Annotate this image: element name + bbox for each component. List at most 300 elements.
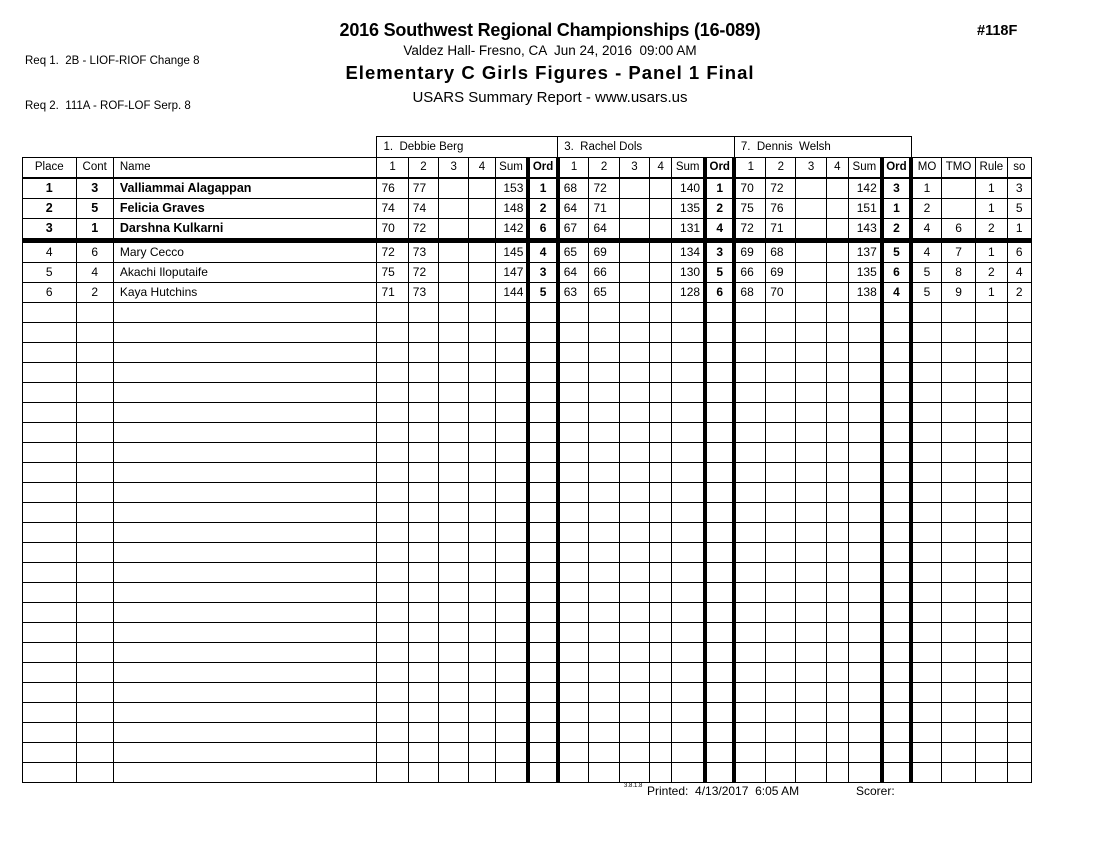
place-cell [23,403,77,423]
score-cell [826,443,848,463]
sum-cell [672,563,705,583]
place-cell [23,323,77,343]
score-cell [796,199,826,219]
score-cell [469,199,495,219]
score-cell: 66 [589,263,619,283]
score-cell [650,663,672,683]
score-cell [439,623,469,643]
score-cell [439,503,469,523]
ord-cell [882,343,911,363]
sum-cell [672,743,705,763]
score-cell [408,383,438,403]
score-cell [650,403,672,423]
score-cell: 70 [766,283,796,303]
place-cell [23,363,77,383]
rule-cell [976,383,1007,403]
score-cell [826,178,848,199]
mo-cell: 4 [911,219,941,241]
req-line-2: Req 2. 111A - ROF-LOF Serp. 8 [25,100,191,112]
so-cell: 6 [1007,241,1031,263]
tmo-cell [941,643,975,663]
score-cell [734,643,765,663]
score-cell [650,543,672,563]
cont-cell: 1 [76,219,113,241]
rule-cell [976,663,1007,683]
score-cell [826,543,848,563]
score-cell [558,723,589,743]
score-cell [439,323,469,343]
name-cell [113,303,377,323]
score-cell [766,703,796,723]
score-cell [766,623,796,643]
sum-cell [672,343,705,363]
name-cell [113,483,377,503]
score-cell [469,323,495,343]
cont-cell [76,543,113,563]
tmo-cell: 6 [941,219,975,241]
mo-cell [911,323,941,343]
score-cell [650,703,672,723]
mo-cell [911,303,941,323]
tmo-cell [941,523,975,543]
score-cell [589,643,619,663]
sum-cell [495,523,528,543]
mo-cell [911,763,941,783]
score-cell [439,383,469,403]
score-cell [734,663,765,683]
tmo-cell [941,303,975,323]
sum-cell [848,743,881,763]
ord-cell: 4 [705,219,734,241]
rule-cell [976,503,1007,523]
cont-cell [76,503,113,523]
score-cell [377,403,408,423]
score-cell [796,683,826,703]
score-cell [439,563,469,583]
col-header-3: 3 [796,158,826,179]
rule-cell [976,303,1007,323]
sum-cell [495,763,528,783]
name-cell [113,363,377,383]
empty-row [23,483,1032,503]
sum-cell [672,603,705,623]
tmo-cell [941,443,975,463]
score-cell [377,643,408,663]
sum-cell [495,563,528,583]
score-cell [439,403,469,423]
score-cell [619,343,649,363]
ord-cell [882,703,911,723]
ord-cell [528,543,557,563]
ord-cell [528,463,557,483]
score-cell [619,178,649,199]
sum-cell: 128 [672,283,705,303]
col-header-cont: Cont [76,158,113,179]
score-cell [439,178,469,199]
sum-cell [848,763,881,783]
score-cell: 70 [377,219,408,241]
score-cell [469,423,495,443]
score-cell [439,703,469,723]
score-cell [796,343,826,363]
mo-cell [911,643,941,663]
score-cell [439,443,469,463]
score-cell [826,763,848,783]
cont-cell [76,583,113,603]
score-cell [469,263,495,283]
col-header-ord: Ord [528,158,557,179]
col-header-sum: Sum [495,158,528,179]
name-cell [113,703,377,723]
score-cell [558,683,589,703]
cont-cell: 6 [76,241,113,263]
ord-cell [882,643,911,663]
score-cell [826,723,848,743]
col-header-ord: Ord [705,158,734,179]
score-cell [826,219,848,241]
score-cell [650,178,672,199]
score-cell [796,623,826,643]
so-cell [1007,663,1031,683]
score-cell [734,383,765,403]
name-cell [113,323,377,343]
ord-cell [528,523,557,543]
score-cell [558,543,589,563]
sum-cell [672,623,705,643]
score-cell [650,583,672,603]
ord-cell [882,303,911,323]
score-cell: 72 [377,241,408,263]
score-cell [408,583,438,603]
score-cell [469,763,495,783]
sum-cell [672,583,705,603]
score-cell: 75 [377,263,408,283]
score-cell [650,623,672,643]
mo-cell: 4 [911,241,941,263]
score-cell [377,503,408,523]
so-cell [1007,743,1031,763]
ord-cell [528,703,557,723]
score-cell [469,283,495,303]
score-cell [589,423,619,443]
score-cell: 63 [558,283,589,303]
score-cell [619,241,649,263]
ord-cell [705,463,734,483]
sum-cell [672,323,705,343]
score-cell [826,663,848,683]
score-cell [589,463,619,483]
ord-cell [705,403,734,423]
so-cell [1007,683,1031,703]
sum-cell [848,643,881,663]
score-cell [766,743,796,763]
score-cell [377,563,408,583]
score-cell [766,603,796,623]
sum-cell [495,623,528,643]
score-cell [439,283,469,303]
score-cell [650,303,672,323]
sum-cell: 143 [848,219,881,241]
ord-cell [705,443,734,463]
score-cell [826,241,848,263]
score-cell [619,563,649,583]
score-cell [734,343,765,363]
name-cell [113,443,377,463]
score-cell [377,683,408,703]
tmo-cell [941,503,975,523]
sum-cell [495,643,528,663]
score-cell [796,543,826,563]
score-cell [796,583,826,603]
score-cell [650,723,672,743]
score-cell [619,723,649,743]
score-cell [826,363,848,383]
score-cell [734,743,765,763]
competitor-row [23,283,1032,303]
so-cell [1007,623,1031,643]
score-cell: 76 [377,178,408,199]
sum-cell: 148 [495,199,528,219]
score-cell [469,363,495,383]
so-cell [1007,583,1031,603]
score-cell [377,543,408,563]
score-cell [650,563,672,583]
score-cell [734,763,765,783]
ord-cell: 3 [528,263,557,283]
score-cell [558,423,589,443]
mo-cell [911,383,941,403]
score-cell [469,303,495,323]
score-cell: 72 [589,178,619,199]
score-cell [408,743,438,763]
place-cell [23,503,77,523]
mo-cell [911,703,941,723]
score-cell [619,303,649,323]
tmo-cell: 8 [941,263,975,283]
rule-cell [976,683,1007,703]
score-cell [766,523,796,543]
name-cell [113,583,377,603]
score-cell [619,283,649,303]
cont-cell [76,383,113,403]
ord-cell [528,443,557,463]
name-cell [113,463,377,483]
score-cell [796,463,826,483]
col-header-ord: Ord [882,158,911,179]
sum-cell [848,603,881,623]
score-cell [558,443,589,463]
place-cell [23,303,77,323]
ord-cell [882,763,911,783]
sum-cell: 140 [672,178,705,199]
score-cell [734,503,765,523]
name-cell [113,763,377,783]
score-cell [589,383,619,403]
championship-title: 2016 Southwest Regional Championships (16-089) [339,20,761,40]
score-cell: 70 [734,178,765,199]
score-cell [558,663,589,683]
score-cell [796,743,826,763]
score-cell [766,343,796,363]
ord-cell [705,663,734,683]
cont-cell [76,683,113,703]
tmo-cell [941,403,975,423]
score-cell [439,423,469,443]
empty-row [23,323,1032,343]
ord-cell [528,423,557,443]
rule-cell [976,703,1007,723]
score-cell [558,643,589,663]
score-cell [589,563,619,583]
mo-cell [911,423,941,443]
score-cell [619,199,649,219]
sum-cell [672,363,705,383]
ord-cell [882,683,911,703]
score-cell [377,743,408,763]
place-cell [23,723,77,743]
score-cell [734,623,765,643]
ord-cell [528,603,557,623]
score-cell [439,219,469,241]
mo-cell [911,563,941,583]
score-cell [734,443,765,463]
place-cell [23,703,77,723]
score-cell [377,603,408,623]
empty-row [23,543,1032,563]
score-cell [734,463,765,483]
score-cell [408,543,438,563]
score-cell [589,543,619,563]
ord-cell [882,463,911,483]
score-cell [826,343,848,363]
mo-cell [911,363,941,383]
score-cell [796,563,826,583]
score-cell [558,523,589,543]
score-cell [826,743,848,763]
rule-cell [976,323,1007,343]
score-cell [439,543,469,563]
sum-cell [848,663,881,683]
score-cell [826,483,848,503]
score-cell [826,263,848,283]
tmo-cell [941,583,975,603]
name-cell [113,543,377,563]
score-cell [796,503,826,523]
sum-cell [848,403,881,423]
sum-cell [848,703,881,723]
score-cell [469,483,495,503]
score-cell [650,343,672,363]
score-cell [439,743,469,763]
score-cell: 72 [408,263,438,283]
ord-cell [882,363,911,383]
score-cell [826,683,848,703]
score-cell [796,303,826,323]
score-cell [766,403,796,423]
score-cell [469,583,495,603]
score-cell: 73 [408,241,438,263]
score-cell [734,523,765,543]
score-cell [589,303,619,323]
score-cell [558,763,589,783]
score-cell [408,323,438,343]
score-cell [826,623,848,643]
score-cell [766,543,796,563]
ord-cell: 5 [528,283,557,303]
cont-cell [76,463,113,483]
mo-cell [911,343,941,363]
sum-cell [672,383,705,403]
place-cell [23,743,77,763]
score-cell [469,443,495,463]
col-header-2: 2 [589,158,619,179]
score-cell [439,363,469,383]
score-cell [650,683,672,703]
score-cell [619,263,649,283]
mo-cell [911,403,941,423]
competitor-row [23,178,1032,199]
score-cell [589,703,619,723]
cont-cell [76,563,113,583]
place-cell [23,563,77,583]
score-cell: 68 [766,241,796,263]
name-cell [113,743,377,763]
ord-cell [882,723,911,743]
score-cell [796,241,826,263]
ord-cell [882,483,911,503]
software-version: 3.8.1.8 [624,783,643,789]
ord-cell [528,743,557,763]
rule-cell: 1 [976,178,1007,199]
sum-cell [495,503,528,523]
ord-cell [882,623,911,643]
rule-cell [976,443,1007,463]
score-cell [619,423,649,443]
sum-cell: 153 [495,178,528,199]
tmo-cell [941,323,975,343]
ord-cell [705,323,734,343]
score-cell [766,463,796,483]
score-cell: 73 [408,283,438,303]
rule-cell [976,363,1007,383]
ord-cell [882,423,911,443]
score-cell [734,683,765,703]
ord-cell: 6 [705,283,734,303]
rule-cell [976,543,1007,563]
score-cell [734,603,765,623]
score-cell [469,623,495,643]
score-cell [589,763,619,783]
score-cell [826,523,848,543]
sum-cell [848,323,881,343]
score-cell [796,263,826,283]
score-cell [377,663,408,683]
ord-cell [882,543,911,563]
score-cell [377,623,408,643]
name-cell: Felicia Graves [113,199,377,219]
mo-cell [911,583,941,603]
sum-cell [672,483,705,503]
place-cell [23,623,77,643]
ord-cell [705,343,734,363]
score-cell [377,583,408,603]
cont-cell [76,723,113,743]
sum-cell: 130 [672,263,705,283]
sum-cell [848,343,881,363]
place-cell: 1 [23,178,77,199]
score-cell [589,363,619,383]
tmo-cell [941,463,975,483]
